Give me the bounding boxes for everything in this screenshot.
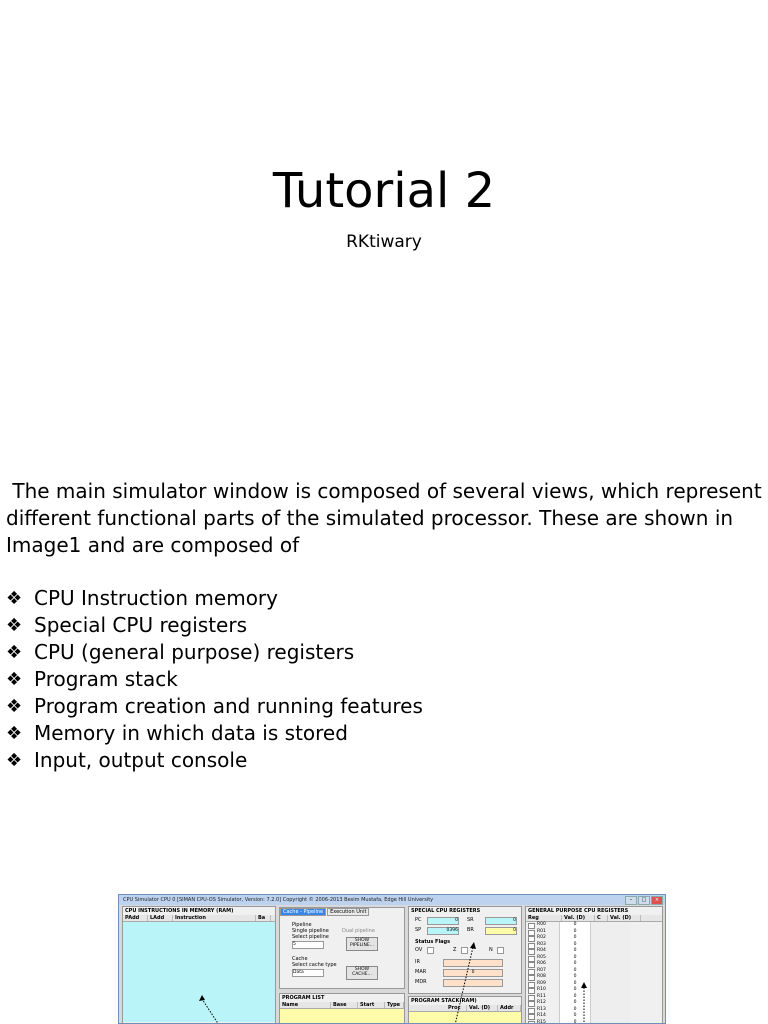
bullet-diamond-icon: ❖ (6, 750, 23, 771)
mdr-label: MDR (415, 979, 427, 985)
register-name: R13 (537, 1006, 546, 1012)
single-pipeline-radio[interactable]: Single pipeline (292, 928, 329, 934)
register-value: 0 (559, 955, 590, 962)
register-value: 0 (559, 994, 590, 1001)
tab-cache-pipeline[interactable]: Cache - Pipeline (280, 908, 326, 916)
bullet-diamond-icon: ❖ (6, 588, 23, 609)
window-title: CPU Simulator CPU 0 [SIMAN CPU-OS Simulator, Version: 7.2.0] Copyright © 2006-2013 Besim Mustafa, Edge Hill University (123, 897, 434, 903)
register-value: 0 (559, 1000, 590, 1007)
flag-ov-label: OV (415, 947, 423, 953)
list-item-label: Program stack (34, 667, 178, 691)
list-item-label: Program creation and running features (34, 694, 423, 718)
column-header: Ba (256, 915, 271, 921)
list-item (6, 585, 423, 612)
list-item (6, 612, 423, 639)
bullet-diamond-icon: ❖ (6, 696, 23, 717)
register-name: R06 (537, 961, 546, 966)
register-name: R01 (537, 928, 546, 934)
ir-label: IR (415, 959, 420, 965)
register-name: R03 (537, 941, 546, 947)
register-value: 0 (559, 981, 590, 988)
br-label: BR (467, 927, 474, 933)
register-value: 0 (559, 974, 590, 981)
list-item (6, 693, 423, 720)
pc-label: PC (415, 917, 422, 923)
slide-title: Tutorial 2 (272, 163, 496, 219)
flag-n-label: N (489, 947, 493, 953)
select-cache-label: Select cache type (292, 962, 337, 968)
register-value: 0 (559, 1013, 590, 1020)
column-header: Val. (D) (562, 915, 595, 921)
panel-title: PROGRAM LIST (282, 995, 325, 1001)
br-value: 0 (485, 927, 517, 935)
sp-label: SP (415, 927, 422, 933)
arrow-head-icon (470, 942, 476, 949)
list-item (6, 720, 423, 747)
register-value: 0 (559, 935, 590, 942)
simulator-screenshot (118, 894, 666, 1024)
register-name: R05 (537, 954, 546, 960)
register-value: 0 (559, 922, 590, 929)
column-header: Type (385, 1002, 404, 1008)
panel-title: GENERAL PURPOSE CPU REGISTERS (528, 908, 629, 914)
panel-title: PROGRAM STACK(RAM) (411, 998, 477, 1004)
annotation-arrows (119, 895, 666, 1024)
column-header: LAdd (148, 915, 173, 921)
cache-select[interactable]: Data (292, 969, 324, 977)
register-name: R04 (537, 948, 546, 953)
bullet-diamond-icon: ❖ (6, 669, 23, 690)
bullet-diamond-icon: ❖ (6, 615, 23, 636)
component-list (6, 585, 423, 774)
status-flags-label: Status Flags (415, 939, 451, 945)
show-cache-button[interactable]: SHOW CACHE... (346, 966, 378, 980)
tab-execution-unit[interactable]: Execution Unit (327, 908, 369, 916)
close-icon: × (651, 896, 663, 905)
arrow-head-icon (199, 995, 205, 1001)
register-value: 0 (559, 948, 590, 955)
flag-z-label: Z (453, 947, 457, 953)
register-name: R08 (537, 974, 546, 979)
list-item-label: CPU (general purpose) registers (34, 640, 355, 664)
register-value: 0 (559, 987, 590, 994)
panel-title: CPU INSTRUCTIONS IN MEMORY (RAM) (125, 908, 234, 914)
column-header: Start (358, 1002, 385, 1008)
sr-label: SR (467, 917, 474, 923)
pc-value: 0 (427, 917, 459, 925)
show-pipeline-button[interactable]: SHOW PIPELINE... (346, 937, 378, 951)
mar-label: MAR (415, 969, 427, 975)
mar-value: 0 (443, 969, 503, 977)
register-name: R12 (537, 1000, 546, 1005)
bullet-diamond-icon: ❖ (6, 723, 23, 744)
list-item-label: CPU Instruction memory (34, 586, 278, 610)
register-value: 0 (559, 968, 590, 975)
list-item-label: Special CPU registers (34, 613, 247, 637)
slide-subtitle: RKtiwary (346, 232, 422, 252)
list-item-label: Input, output console (34, 748, 248, 772)
pipeline-select[interactable]: 5 (292, 941, 324, 949)
column-header: Proc (446, 1005, 467, 1011)
dual-pipeline-radio[interactable]: Dual pipeline (342, 928, 375, 934)
select-pipeline-label: Select pipeline (292, 934, 329, 940)
maximize-icon: □ (638, 896, 650, 905)
register-value: 0 (559, 929, 590, 936)
list-item-label: Memory in which data is stored (34, 721, 348, 745)
list-item (6, 666, 423, 693)
pipeline-label: Pipeline (292, 922, 312, 928)
register-name: R07 (537, 967, 546, 973)
column-header: Addr (498, 1005, 521, 1011)
register-name: R15 (537, 1019, 546, 1024)
register-name: R09 (537, 980, 546, 986)
register-value: 0 (559, 961, 590, 968)
register-value: 0 (559, 1007, 590, 1014)
register-name: R14 (537, 1013, 546, 1018)
arrow-line (455, 947, 473, 1024)
arrow-line (202, 999, 219, 1024)
list-item (6, 639, 423, 666)
column-header: Instruction (173, 915, 256, 921)
panel-title: SPECIAL CPU REGISTERS (411, 908, 481, 914)
bullet-diamond-icon: ❖ (6, 642, 23, 663)
register-value: 0 (559, 1020, 590, 1024)
column-header: Base (331, 1002, 358, 1008)
list-item (6, 747, 423, 774)
column-header: Val. (D) (608, 915, 641, 921)
register-name: R02 (537, 935, 546, 940)
sr-value: 0 (485, 917, 517, 925)
column-header: PAdd (123, 915, 148, 921)
minimize-icon: – (625, 896, 637, 905)
column-header: Val. (D) (467, 1005, 498, 1011)
column-header: Reg (526, 915, 562, 921)
column-header: Name (280, 1002, 331, 1008)
register-name: R11 (537, 993, 546, 999)
cache-label: Cache (292, 956, 308, 962)
column-header: C (595, 915, 608, 921)
arrow-head-icon (581, 982, 587, 988)
register-value: 0 (559, 942, 590, 949)
register-name: R00 (537, 922, 546, 927)
sp-value: 0396 (427, 927, 459, 935)
intro-paragraph: The main simulator window is composed of several views, which represent different functional parts of the simulated processor. These are shown in Image1 and are composed of (6, 479, 768, 557)
register-name: R10 (537, 987, 546, 992)
